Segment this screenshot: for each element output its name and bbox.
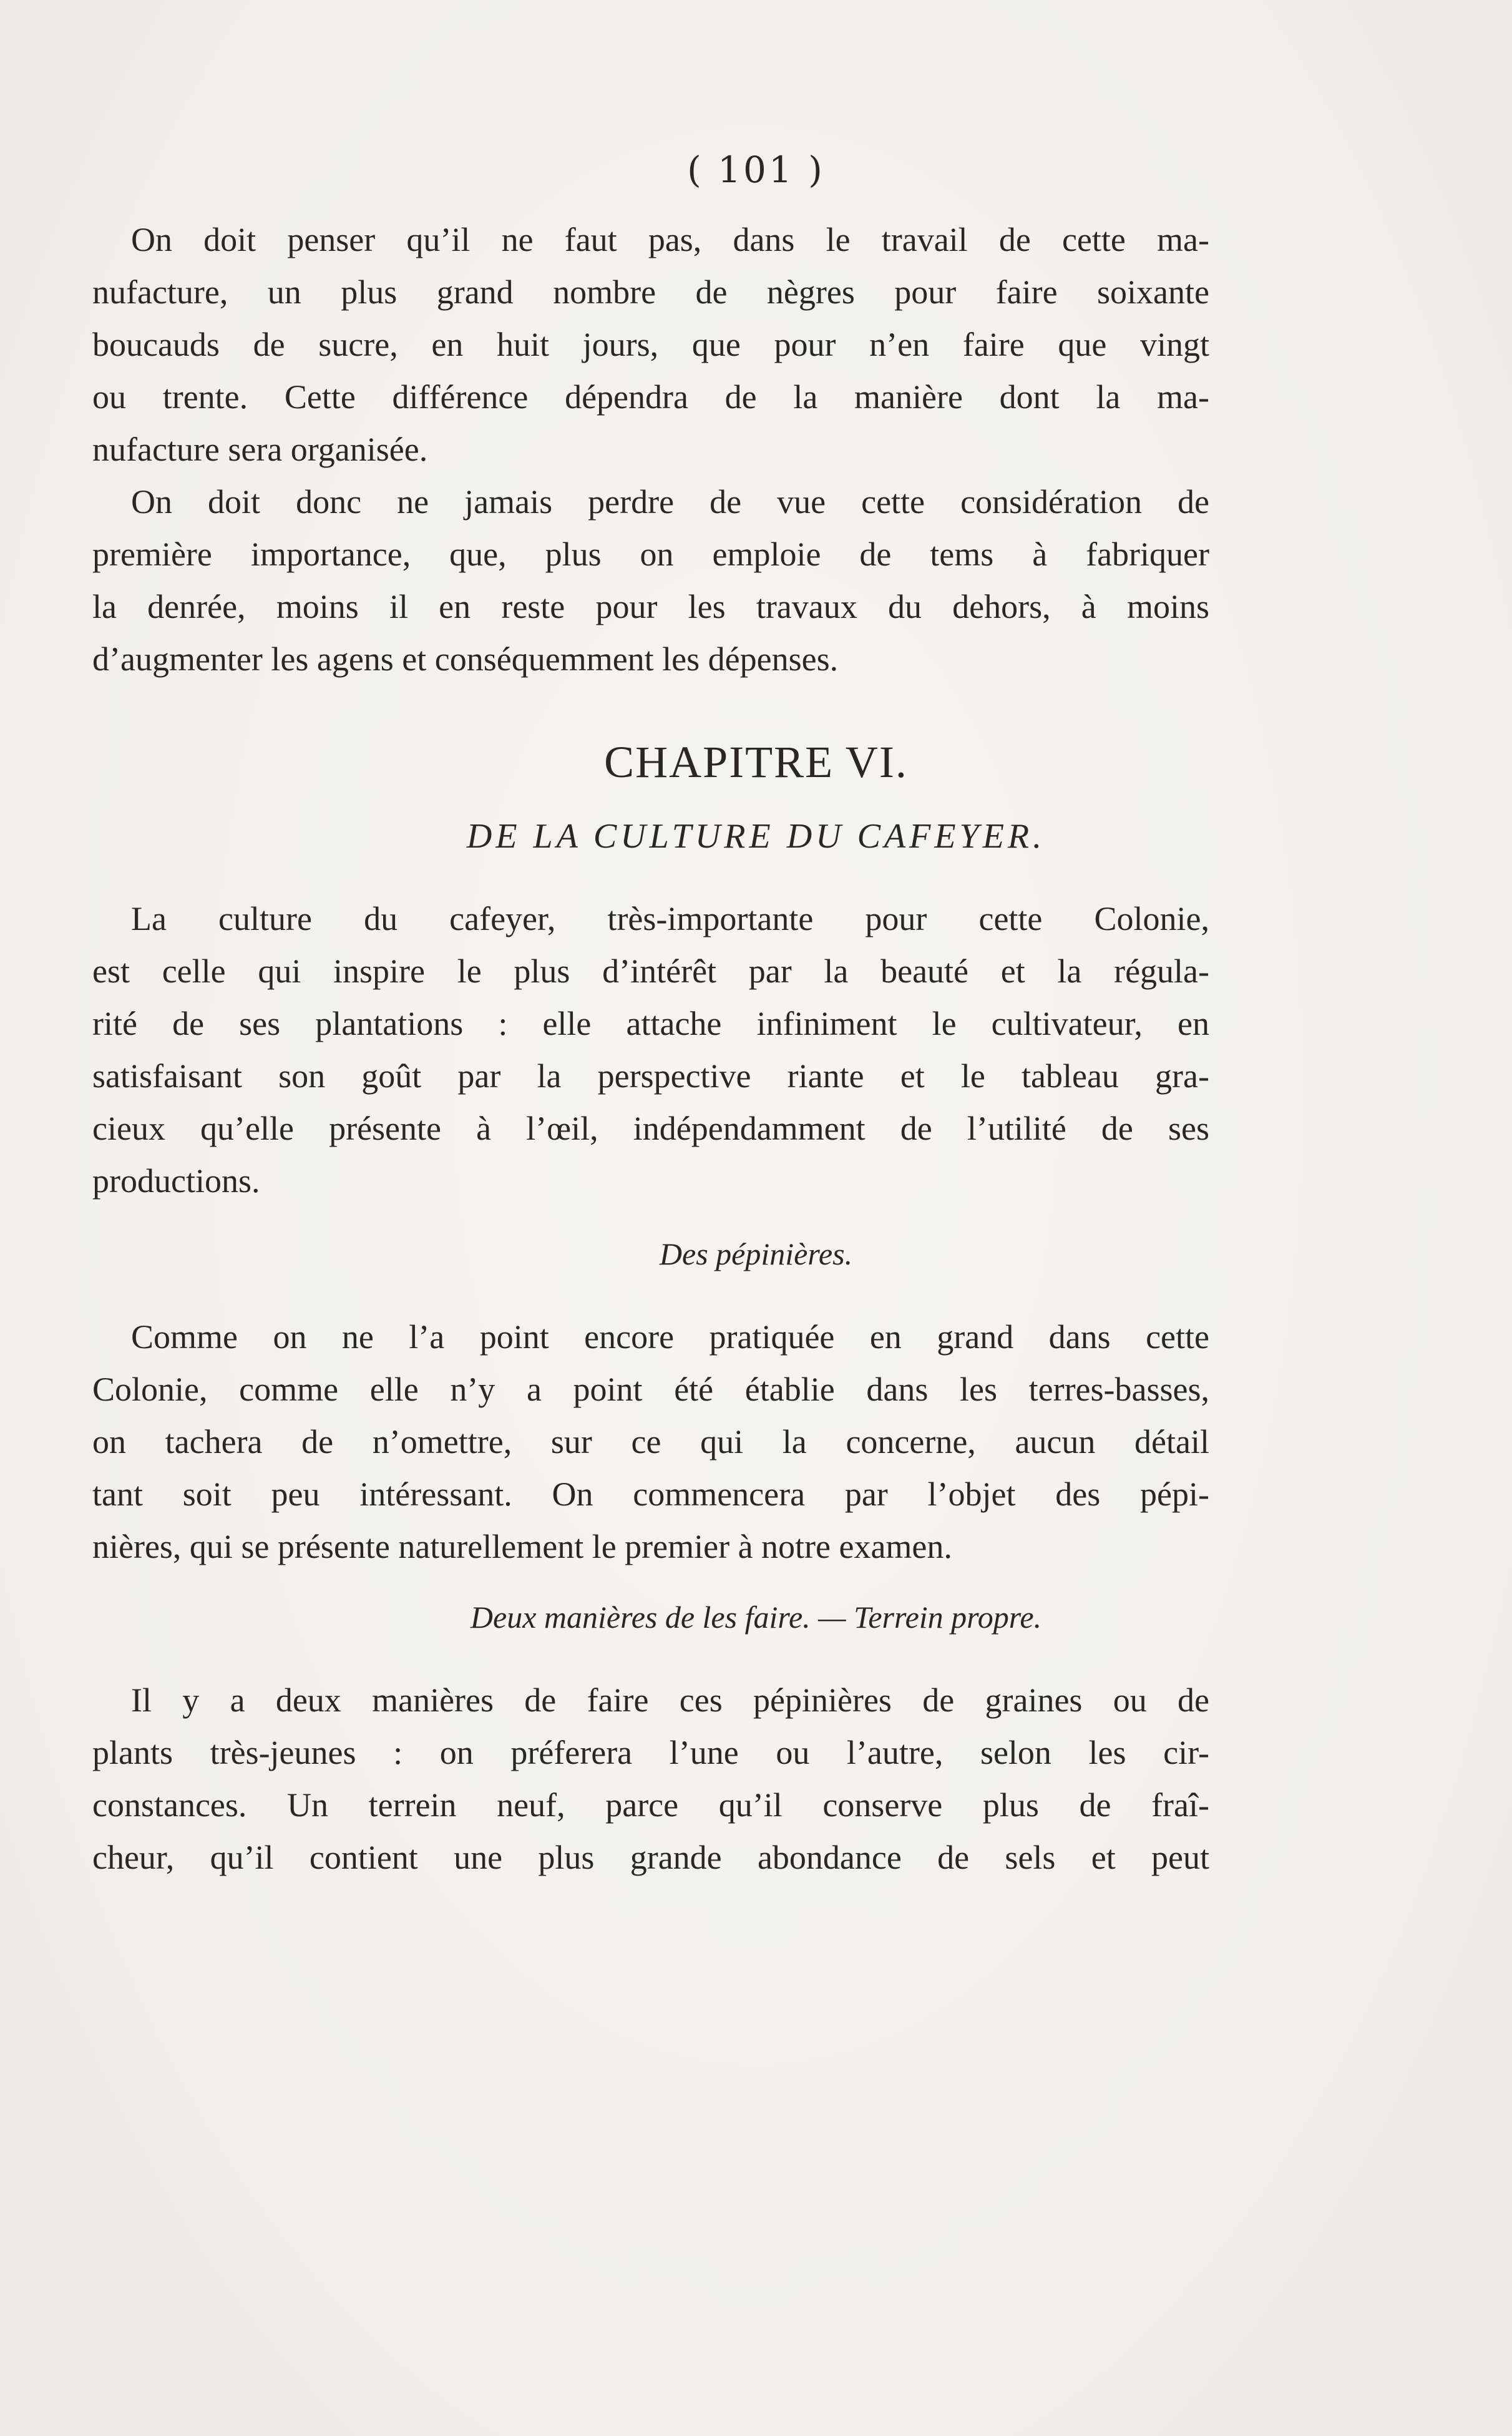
text-line: ou trente. Cette différence dépendra de la manière dont la ma- xyxy=(92,378,1209,416)
paragraph-5 xyxy=(92,1674,1209,1884)
section-heading-pepinieres: Des pépinières. xyxy=(659,1236,853,1271)
text-line: est celle qui inspire le plus d’intérêt par la beauté et la régula- xyxy=(92,952,1209,990)
paragraph-1 xyxy=(92,213,1209,476)
chapter-subtitle: DE LA CULTURE DU CAFEYER. xyxy=(466,817,1046,856)
text-line: on tachera de n’omettre, sur ce qui la concerne, aucun détail xyxy=(92,1423,1209,1460)
text-line: plants très-jeunes : on préferera l’une ou l’autre, selon les cir- xyxy=(92,1734,1209,1771)
text-line: La culture du cafeyer, très-importante pour cette Colonie, xyxy=(131,900,1209,937)
text-line: rité de ses plantations : elle attache infiniment le cultivateur, en xyxy=(92,1005,1209,1042)
text-line: On doit donc ne jamais perdre de vue cette considération de xyxy=(131,483,1209,521)
text-line: cieux qu’elle présente à l’œil, indépendamment de l’utilité de ses xyxy=(92,1110,1209,1147)
text-line: On doit penser qu’il ne faut pas, dans le travail de cette ma- xyxy=(131,221,1209,258)
section-heading-deux-manieres: Deux manières de les faire. — Terrein propre. xyxy=(470,1600,1042,1635)
text-line: d’augmenter les agens et conséquemment les dépenses. xyxy=(92,640,839,678)
text-line: satisfaisant son goût par la perspective riante et le tableau gra- xyxy=(92,1057,1209,1095)
text-line: la denrée, moins il en reste pour les travaux du dehors, à moins xyxy=(92,588,1209,625)
text-line: cheur, qu’il contient une plus grande abondance de sels et peut xyxy=(92,1839,1209,1876)
text-line: productions. xyxy=(92,1162,260,1200)
chapter-title: CHAPITRE VI. xyxy=(604,737,908,787)
text-line: Il y a deux manières de faire ces pépinières de graines ou de xyxy=(131,1681,1209,1719)
text-line: nières, qui se présente naturellement le premier à notre examen. xyxy=(92,1528,952,1565)
page-number: ( 101 ) xyxy=(687,149,825,191)
text-line: tant soit peu intéressant. On commencera par l’objet des pépi- xyxy=(92,1475,1209,1513)
text-line: boucauds de sucre, en huit jours, que pour n’en faire que vingt xyxy=(92,326,1209,363)
paragraph-3 xyxy=(92,893,1209,1207)
paragraph-2 xyxy=(92,476,1209,685)
text-line: nufacture, un plus grand nombre de nègres pour faire soixante xyxy=(92,273,1209,311)
paragraph-4 xyxy=(92,1311,1209,1573)
text-line: Comme on ne l’a point encore pratiquée en grand dans cette xyxy=(131,1318,1209,1356)
text-line: Colonie, comme elle n’y a point été établie dans les terres-basses, xyxy=(92,1371,1209,1408)
text-line: première importance, que, plus on emploie de tems à fabriquer xyxy=(92,536,1209,573)
text-line: constances. Un terrein neuf, parce qu’il conserve plus de fraî- xyxy=(92,1786,1209,1824)
text-line: nufacture sera organisée. xyxy=(92,431,428,468)
